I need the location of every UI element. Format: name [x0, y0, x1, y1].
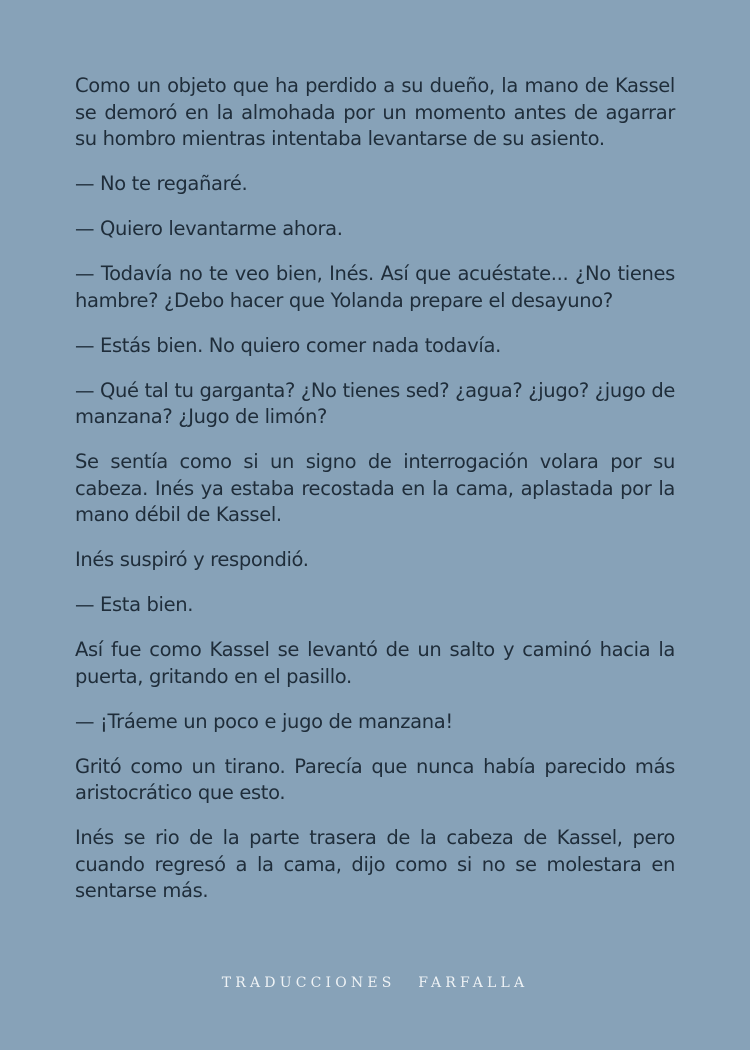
paragraph: — Qué tal tu garganta? ¿No tienes sed? ¿agua? ¿jugo? ¿jugo de manzana? ¿Jugo de limón?: [75, 378, 675, 428]
paragraph: Así fue como Kassel se levantó de un salto y caminó hacia la puerta, gritando en el pasillo.: [75, 638, 675, 688]
paragraph: Como un objeto que ha perdido a su dueño, la mano de Kassel se demoró en la almohada por un momento antes de agarrar su hombro mientras intentaba levantarse de su asiento.: [75, 74, 675, 150]
paragraph: Inés se rio de la parte trasera de la cabeza de Kassel, pero cuando regresó a la cama, dijo como si no se molestara en sentarse más.: [75, 826, 675, 902]
paragraph: Se sentía como si un signo de interrogación volara por su cabeza. Inés ya estaba recostada en la cama, aplastada por la mano débil de Kassel.: [75, 450, 675, 526]
paragraph: — Todavía no te veo bien, Inés. Así que acuéstate... ¿No tienes hambre? ¿Debo hacer que Yolanda prepare el desayuno?: [75, 262, 675, 312]
paragraph: — ¡Tráeme un poco e jugo de manzana!: [75, 709, 453, 733]
paragraph: — No te regañaré.: [75, 172, 248, 195]
footer-credit: TRADUCCIONES FARFALLA: [221, 975, 529, 991]
paragraph: Gritó como un tirano. Parecía que nunca había parecido más aristocrático que esto.: [75, 754, 675, 804]
paragraph: — Quiero levantarme ahora.: [75, 217, 343, 240]
paragraph: Inés suspiró y respondió.: [75, 548, 309, 571]
page-body: [75, 73, 675, 923]
paragraph: — Estás bien. No quiero comer nada todavía.: [75, 333, 501, 357]
paragraph: — Esta bien.: [75, 593, 194, 616]
